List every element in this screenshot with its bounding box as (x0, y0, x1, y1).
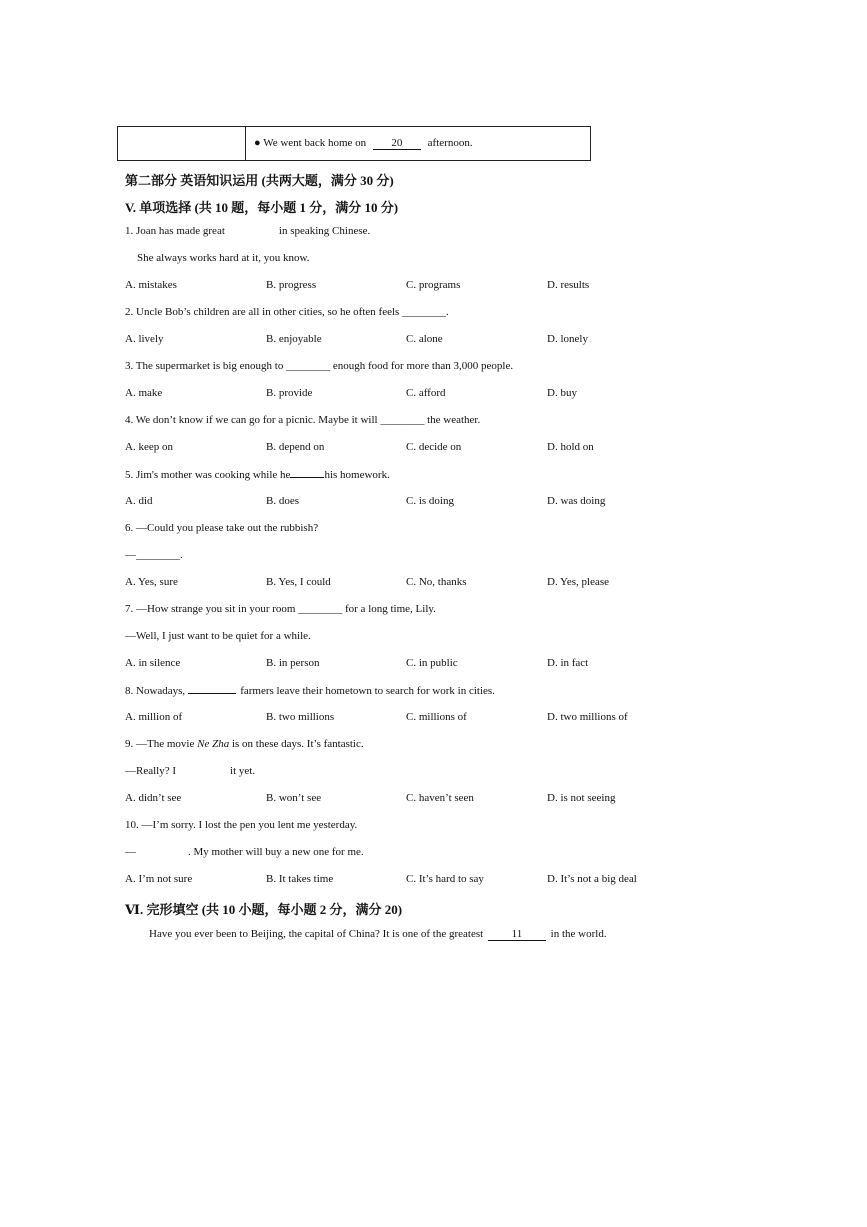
question-4-option-d[interactable]: D. hold on (547, 441, 594, 453)
question-1-option-a[interactable]: A. mistakes (125, 279, 177, 291)
question-10-option-b[interactable]: B. It takes time (266, 873, 334, 885)
question-8-option-b[interactable]: B. two millions (266, 711, 335, 723)
question-3-option-c[interactable]: C. afford (406, 387, 446, 399)
question-2-option-c[interactable]: C. alone (406, 333, 443, 345)
question-3-option-a[interactable]: A. make (125, 387, 163, 399)
question-10-option-c[interactable]: C. It’s hard to say (406, 873, 484, 885)
part2-heading: 第二部分 英语知识运用 (共两大题，满分 30 分) (125, 173, 394, 188)
question-7-option-c[interactable]: C. in public (406, 657, 458, 669)
question-6-option-c[interactable]: C. No, thanks (406, 576, 467, 588)
table-right-cell (254, 137, 473, 150)
question-4-option-c[interactable]: C. decide on (406, 441, 462, 453)
cloze-line1: Have you ever been to Beijing, the capital of China? It is one of the greatest 11 in the world. (149, 928, 607, 940)
question-4-option-a[interactable]: A. keep on (125, 441, 173, 453)
question-9-option-a[interactable]: A. didn’t see (125, 792, 182, 804)
question-8-blank (188, 683, 236, 694)
question-7-line1: 7. —How strange you sit in your room ________ for a long time, Lily. (125, 603, 436, 615)
question-9-option-b[interactable]: B. won’t see (266, 792, 322, 804)
question-5-line1: 5. Jim's mother was cooking while he his homework. (125, 469, 390, 481)
question-6-option-a[interactable]: A. Yes, sure (125, 576, 178, 588)
question-8-option-c[interactable]: C. millions of (406, 711, 467, 723)
question-1-option-d[interactable]: D. results (547, 279, 590, 291)
question-2-option-d[interactable]: D. lonely (547, 333, 588, 345)
question-7-option-a[interactable]: A. in silence (125, 657, 181, 669)
question-1-option-b[interactable]: B. progress (266, 279, 317, 291)
question-8-line1: 8. Nowadays, farmers leave their hometown to search for work in cities. (125, 685, 495, 697)
question-3-option-d[interactable]: D. buy (547, 387, 577, 399)
question-5-option-c[interactable]: C. is doing (406, 495, 454, 507)
question-1-line2: She always works hard at it, you know. (137, 252, 310, 264)
question-2-line1: 2. Uncle Bob’s children are all in other cities, so he often feels ________. (125, 306, 449, 318)
question-10-option-d[interactable]: D. It’s not a big deal (547, 873, 637, 885)
question-8-option-a[interactable]: A. million of (125, 711, 183, 723)
question-4-line1: 4. We don’t know if we can go for a picnic. Maybe it will ________ the weather. (125, 414, 481, 426)
question-10-option-a[interactable]: A. I’m not sure (125, 873, 193, 885)
question-7-option-b[interactable]: B. in person (266, 657, 320, 669)
question-5-blank (290, 467, 324, 478)
question-9-option-c[interactable]: C. haven’t seen (406, 792, 474, 804)
question-4-option-b[interactable]: B. depend on (266, 441, 325, 453)
table-left-cell (118, 127, 246, 160)
question-5-option-a[interactable]: A. did (125, 495, 153, 507)
cloze-blank-11: 11 (488, 928, 546, 941)
question-1-line1: 1. Joan has made great in speaking Chinese. (125, 225, 371, 237)
question-6-option-b[interactable]: B. Yes, I could (266, 576, 331, 588)
movie-title: Ne Zha (197, 738, 230, 750)
question-6-line1: 6. —Could you please take out the rubbish? (125, 522, 319, 534)
question-8-option-d[interactable]: D. two millions of (547, 711, 628, 723)
section6-heading: Ⅵ. 完形填空 (共 10 小题，每小题 2 分，满分 20) (125, 902, 403, 917)
question-3-line1: 3. The supermarket is big enough to ________ enough food for more than 3,000 people. (125, 360, 514, 372)
question-2-option-a[interactable]: A. lively (125, 333, 164, 345)
table-blank-20: 20 (373, 137, 421, 150)
question-2-option-b[interactable]: B. enjoyable (266, 333, 322, 345)
table-text-after: afternoon. (427, 137, 473, 149)
question-1-option-c[interactable]: C. programs (406, 279, 461, 291)
question-5-option-b[interactable]: B. does (266, 495, 299, 507)
question-9-line2: —Really? I it yet. (125, 765, 256, 777)
question-10-line1: 10. —I’m sorry. I lost the pen you lent me yesterday. (125, 819, 358, 831)
question-10-line2: — . My mother will buy a new one for me. (125, 846, 364, 858)
question-3-option-b[interactable]: B. provide (266, 387, 313, 399)
question-9-option-d[interactable]: D. is not seeing (547, 792, 616, 804)
question-6-line2: —________. (125, 549, 183, 561)
question-6-option-d[interactable]: D. Yes, please (547, 576, 610, 588)
question-7-option-d[interactable]: D. in fact (547, 657, 589, 669)
question-9-line1: 9. —The movie Ne Zha is on these days. It’s fantastic. (125, 738, 364, 750)
question-7-line2: —Well, I just want to be quiet for a while. (125, 630, 311, 642)
question-5-option-d[interactable]: D. was doing (547, 495, 606, 507)
section5-heading: V. 单项选择 (共 10 题，每小题 1 分，满分 10 分) (125, 200, 399, 215)
answer-table (117, 126, 591, 161)
table-text-before: ● We went back home on (254, 137, 367, 149)
